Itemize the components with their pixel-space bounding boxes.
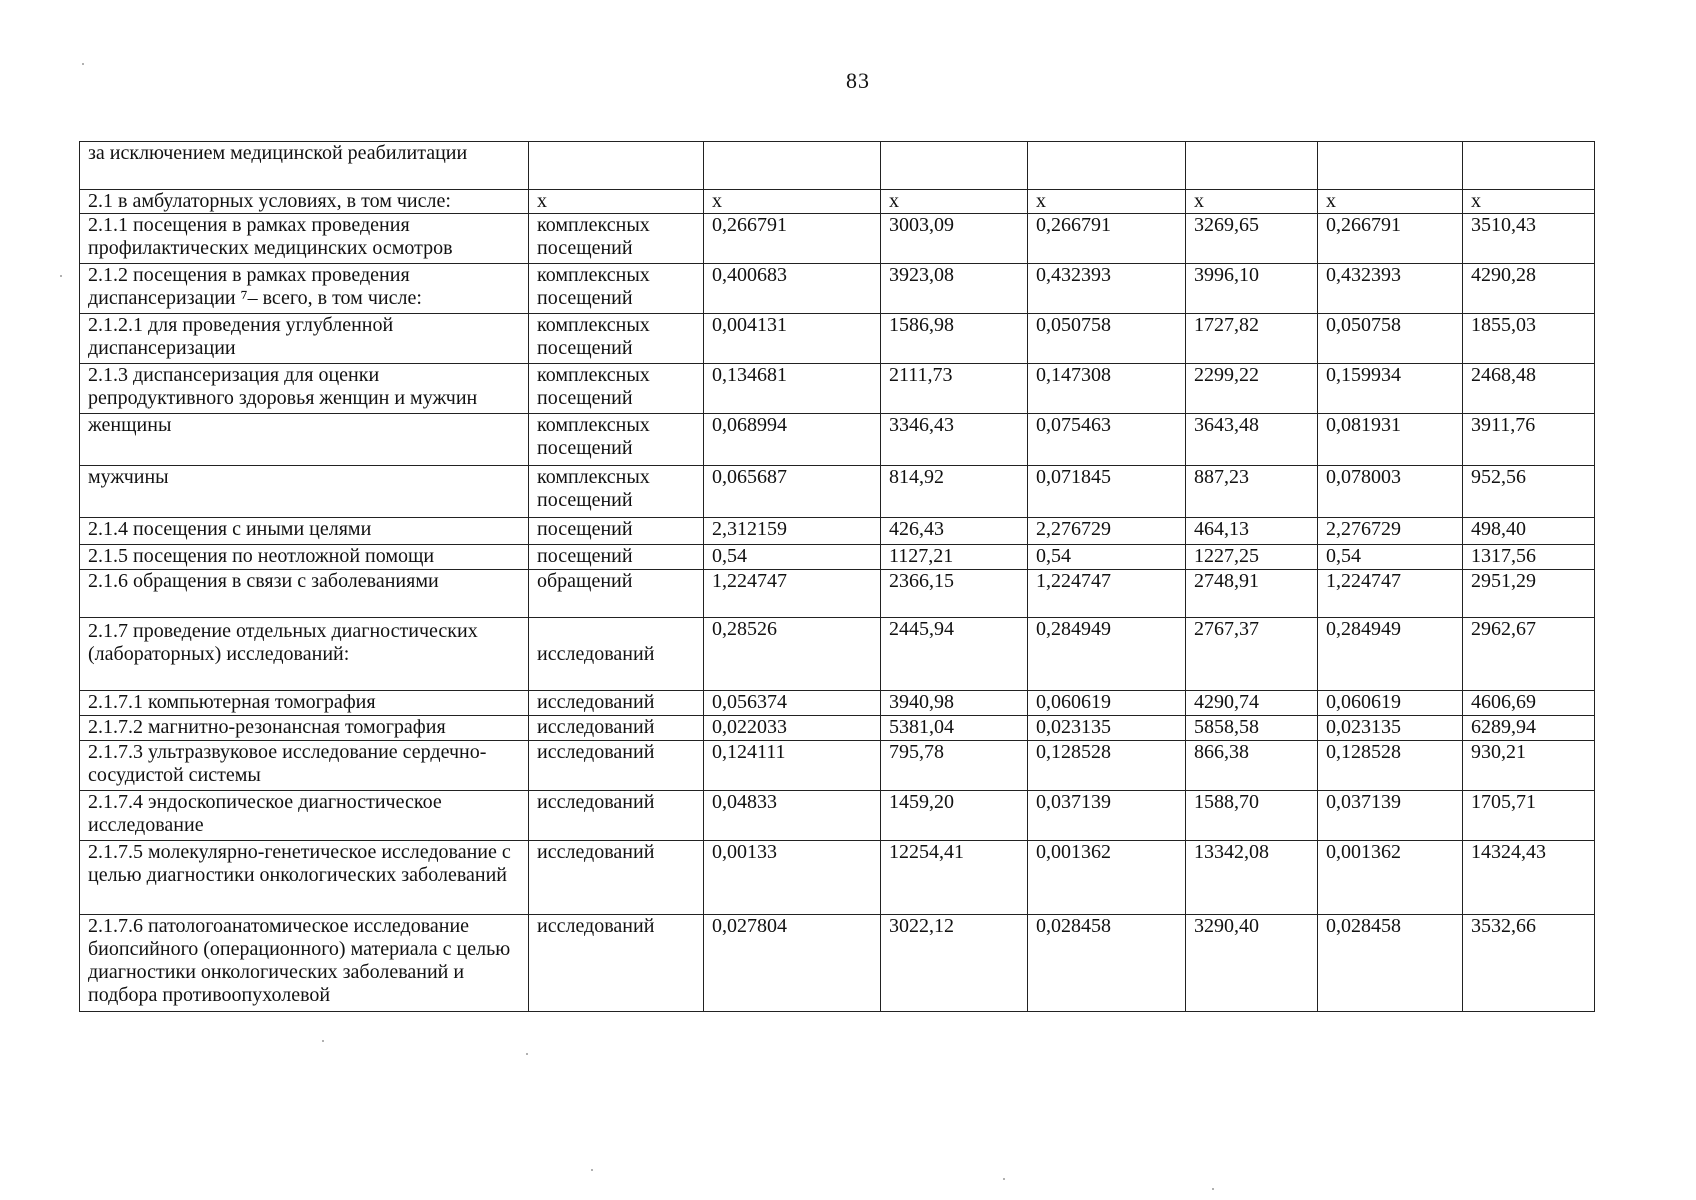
row-name: 2.1.6 обращения в связи с заболеваниями [80, 570, 529, 618]
row-value: 0,071845 [1028, 466, 1186, 518]
row-value: 0,159934 [1318, 364, 1463, 414]
row-value: 1,224747 [1028, 570, 1186, 618]
row-value: 6289,94 [1463, 716, 1595, 741]
row-value: 0,128528 [1318, 741, 1463, 791]
row-value: 498,40 [1463, 518, 1595, 545]
row-value: 3290,40 [1186, 915, 1318, 1012]
row-name: 2.1.2 посещения в рамках проведения диспансеризации ⁷– всего, в том числе: [80, 264, 529, 314]
scan-speck [1003, 1178, 1005, 1180]
row-unit: посещений [529, 518, 704, 545]
row-value: 0,001362 [1028, 841, 1186, 915]
row-value: 0,060619 [1028, 691, 1186, 716]
table-row [80, 841, 1595, 915]
row-value: 0,078003 [1318, 466, 1463, 518]
row-value: 0,075463 [1028, 414, 1186, 466]
scan-speck [591, 1169, 593, 1171]
table-row [80, 466, 1595, 518]
row-name: женщины [80, 414, 529, 466]
row-value: 0,04833 [704, 791, 881, 841]
row-value: 2748,91 [1186, 570, 1318, 618]
table-row [80, 364, 1595, 414]
row-value [1463, 142, 1595, 190]
row-value: 1855,03 [1463, 314, 1595, 364]
table-row [80, 791, 1595, 841]
row-unit: комплексных посещений [529, 466, 704, 518]
row-name: 2.1 в амбулаторных условиях, в том числе: [80, 190, 529, 214]
row-unit: исследований [529, 716, 704, 741]
table-row [80, 414, 1595, 466]
row-value: 0,54 [1318, 545, 1463, 570]
scan-speck [60, 275, 62, 277]
row-name: 2.1.7.1 компьютерная томография [80, 691, 529, 716]
row-value: 0,068994 [704, 414, 881, 466]
row-value: 2,312159 [704, 518, 881, 545]
row-name: 2.1.7.2 магнитно-резонансная томография [80, 716, 529, 741]
row-value: 1227,25 [1186, 545, 1318, 570]
row-name: 2.1.5 посещения по неотложной помощи [80, 545, 529, 570]
row-value: 887,23 [1186, 466, 1318, 518]
row-value: 0,050758 [1028, 314, 1186, 364]
row-value: 2,276729 [1028, 518, 1186, 545]
row-value: 1,224747 [1318, 570, 1463, 618]
row-value: 0,00133 [704, 841, 881, 915]
row-value: 0,001362 [1318, 841, 1463, 915]
row-value: 0,050758 [1318, 314, 1463, 364]
row-value: 3269,65 [1186, 214, 1318, 264]
row-value: 0,266791 [1028, 214, 1186, 264]
row-unit: исследований [529, 791, 704, 841]
row-value: 3003,09 [881, 214, 1028, 264]
table-row [80, 915, 1595, 1012]
table-row [80, 716, 1595, 741]
row-unit [529, 142, 704, 190]
row-value: 0,037139 [1318, 791, 1463, 841]
row-value: 3346,43 [881, 414, 1028, 466]
row-value: 1588,70 [1186, 791, 1318, 841]
row-value: 952,56 [1463, 466, 1595, 518]
row-value: 2468,48 [1463, 364, 1595, 414]
row-value: 2767,37 [1186, 618, 1318, 691]
row-name: 2.1.7.4 эндоскопическое диагностическое исследование [80, 791, 529, 841]
row-unit: исследований [529, 618, 704, 691]
table-row [80, 570, 1595, 618]
row-unit: комплексных посещений [529, 364, 704, 414]
row-value: 2962,67 [1463, 618, 1595, 691]
row-value: 2445,94 [881, 618, 1028, 691]
row-value: 0,284949 [1318, 618, 1463, 691]
row-value: 5858,58 [1186, 716, 1318, 741]
row-name: 2.1.4 посещения с иными целями [80, 518, 529, 545]
row-value: 3643,48 [1186, 414, 1318, 466]
row-value: 1317,56 [1463, 545, 1595, 570]
row-value: 1586,98 [881, 314, 1028, 364]
row-value: 0,432393 [1028, 264, 1186, 314]
row-name: 2.1.7.5 молекулярно-генетическое исследование с целью диагностики онкологических заболеваний [80, 841, 529, 915]
row-value: х [1028, 190, 1186, 214]
row-value: 426,43 [881, 518, 1028, 545]
table-row [80, 741, 1595, 791]
scan-speck [322, 1040, 324, 1042]
row-value: 0,004131 [704, 314, 881, 364]
row-value: 1705,71 [1463, 791, 1595, 841]
row-value: 0,023135 [1028, 716, 1186, 741]
row-value: 0,037139 [1028, 791, 1186, 841]
row-value: 814,92 [881, 466, 1028, 518]
row-value: 3911,76 [1463, 414, 1595, 466]
row-value: 1,224747 [704, 570, 881, 618]
row-unit: комплексных посещений [529, 314, 704, 364]
row-name: 2.1.2.1 для проведения углубленной диспансеризации [80, 314, 529, 364]
row-value: 4290,28 [1463, 264, 1595, 314]
row-value: 1727,82 [1186, 314, 1318, 364]
row-unit: исследований [529, 691, 704, 716]
row-name: мужчины [80, 466, 529, 518]
row-value [1028, 142, 1186, 190]
row-value: 0,266791 [704, 214, 881, 264]
table-row [80, 264, 1595, 314]
row-name: 2.1.7.6 патологоанатомическое исследование биопсийного (операционного) материала с целью диагностики онкологических заболеваний и подбора противоопухолевой [80, 915, 529, 1012]
row-value: 1459,20 [881, 791, 1028, 841]
row-value: 2299,22 [1186, 364, 1318, 414]
row-value: 2,276729 [1318, 518, 1463, 545]
row-value: 0,54 [1028, 545, 1186, 570]
row-value: 866,38 [1186, 741, 1318, 791]
row-name: 2.1.3 диспансеризация для оценки репродуктивного здоровья женщин и мужчин [80, 364, 529, 414]
row-value [881, 142, 1028, 190]
row-value: 4606,69 [1463, 691, 1595, 716]
row-unit: исследований [529, 741, 704, 791]
row-value: 3510,43 [1463, 214, 1595, 264]
row-unit: исследований [529, 915, 704, 1012]
row-value [1318, 142, 1463, 190]
row-value: 3940,98 [881, 691, 1028, 716]
row-value: х [1463, 190, 1595, 214]
row-value: 0,028458 [1318, 915, 1463, 1012]
row-value: 4290,74 [1186, 691, 1318, 716]
row-value [704, 142, 881, 190]
page-number: 83 [846, 68, 870, 93]
row-name: 2.1.7 проведение отдельных диагностических (лабораторных) исследований: [80, 618, 529, 691]
row-value: 0,065687 [704, 466, 881, 518]
row-value: 0,400683 [704, 264, 881, 314]
row-value: 0,128528 [1028, 741, 1186, 791]
row-value: 0,022033 [704, 716, 881, 741]
table-row [80, 691, 1595, 716]
row-value: 0,266791 [1318, 214, 1463, 264]
table-row [80, 314, 1595, 364]
row-value: 0,028458 [1028, 915, 1186, 1012]
row-name: 2.1.7.3 ультразвуковое исследование сердечно-сосудистой системы [80, 741, 529, 791]
row-value: 0,056374 [704, 691, 881, 716]
row-name: за исключением медицинской реабилитации [80, 142, 529, 190]
row-value: 0,147308 [1028, 364, 1186, 414]
table-row [80, 214, 1595, 264]
row-value: 3923,08 [881, 264, 1028, 314]
row-value: 3996,10 [1186, 264, 1318, 314]
row-value: 930,21 [1463, 741, 1595, 791]
table-row [80, 618, 1595, 691]
row-value: 1127,21 [881, 545, 1028, 570]
row-value: х [1318, 190, 1463, 214]
row-unit: посещений [529, 545, 704, 570]
row-value: 12254,41 [881, 841, 1028, 915]
scan-speck [1212, 1188, 1214, 1190]
row-value: 0,027804 [704, 915, 881, 1012]
row-unit: обращений [529, 570, 704, 618]
tariff-table [79, 141, 1595, 1012]
row-value: 0,060619 [1318, 691, 1463, 716]
table-row [80, 545, 1595, 570]
row-value: х [704, 190, 881, 214]
row-value: 2366,15 [881, 570, 1028, 618]
row-value: 795,78 [881, 741, 1028, 791]
row-value: 13342,08 [1186, 841, 1318, 915]
row-name: 2.1.1 посещения в рамках проведения профилактических медицинских осмотров [80, 214, 529, 264]
row-unit: комплексных посещений [529, 264, 704, 314]
row-value: 0,54 [704, 545, 881, 570]
row-value: 2951,29 [1463, 570, 1595, 618]
table-row [80, 518, 1595, 545]
table-row [80, 190, 1595, 214]
row-value: 2111,73 [881, 364, 1028, 414]
scan-speck [526, 1053, 528, 1055]
table-row [80, 142, 1595, 190]
row-value: х [1186, 190, 1318, 214]
row-value: 14324,43 [1463, 841, 1595, 915]
row-unit: комплексных посещений [529, 214, 704, 264]
row-value: 464,13 [1186, 518, 1318, 545]
row-value: 0,134681 [704, 364, 881, 414]
row-value: 3022,12 [881, 915, 1028, 1012]
row-unit: комплексных посещений [529, 414, 704, 466]
row-value: 0,284949 [1028, 618, 1186, 691]
row-value: 0,023135 [1318, 716, 1463, 741]
row-value: 0,081931 [1318, 414, 1463, 466]
row-value: 0,432393 [1318, 264, 1463, 314]
row-unit: х [529, 190, 704, 214]
row-value: 3532,66 [1463, 915, 1595, 1012]
row-value: х [881, 190, 1028, 214]
row-value: 5381,04 [881, 716, 1028, 741]
row-value: 0,28526 [704, 618, 881, 691]
row-value [1186, 142, 1318, 190]
scan-speck [82, 63, 84, 65]
row-value: 0,124111 [704, 741, 881, 791]
row-unit: исследований [529, 841, 704, 915]
